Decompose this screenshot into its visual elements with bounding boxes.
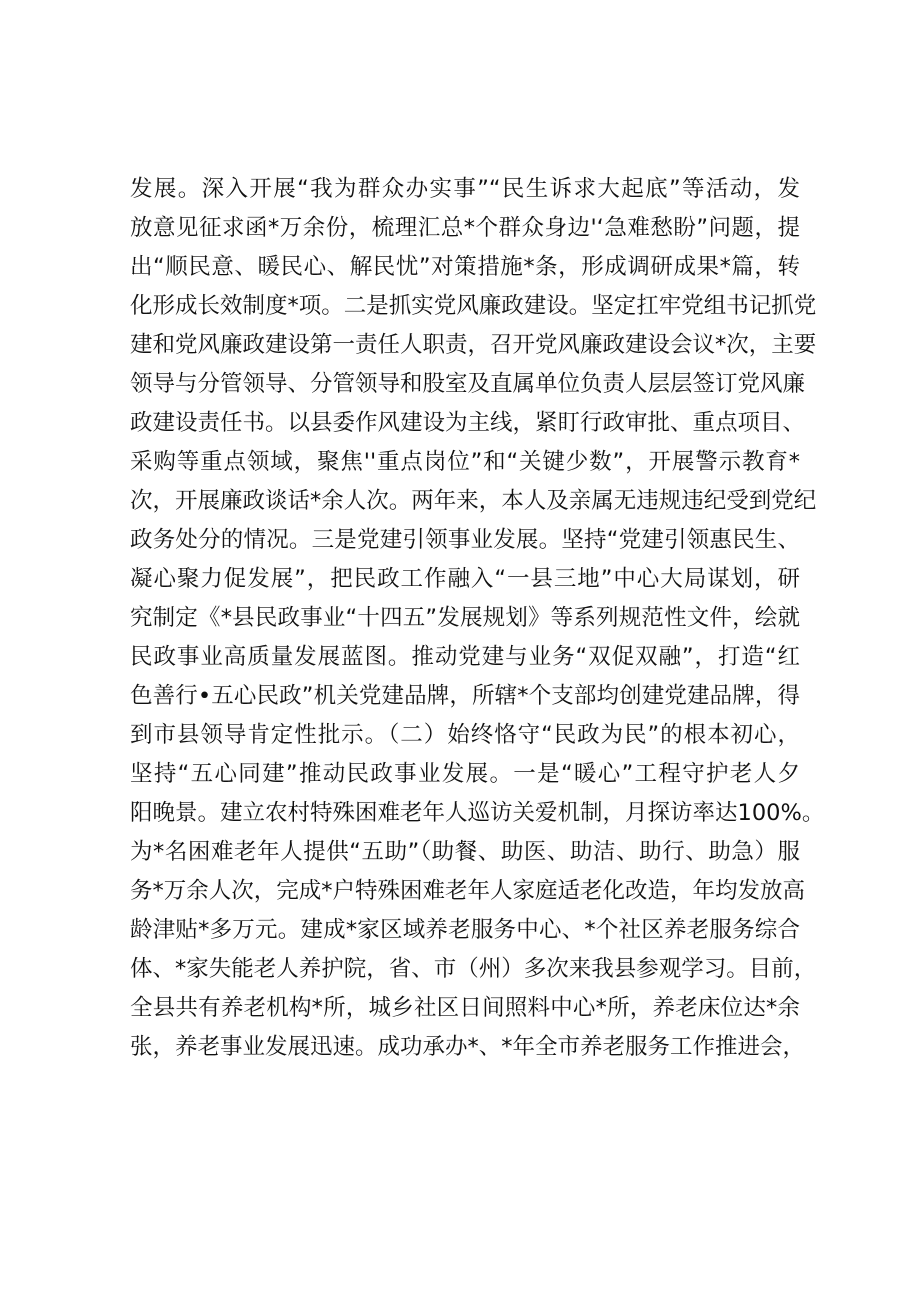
- text-line: 放意见征求函*万余份，梳理汇总*个群众身边'‘急难愁盼”问题，提: [130, 215, 800, 241]
- text-line: 化形成长效制度*项。二是抓实党风廉政建设。坚定扛牢党组书记抓党: [130, 293, 817, 319]
- text-line: 到市县领导肯定性批示。（二）始终恪守“民政为民”的根本初心，: [130, 722, 800, 748]
- text-line: 采购等重点领域，聚焦''重点岗位”和“关键少数”，开展警示教育*: [130, 449, 800, 475]
- text-line: 阳晚景。建立农村特殊困难老年人巡访关爱机制，月探访率达100%。: [130, 800, 825, 826]
- text-line: 全县共有养老机构*所，城乡社区日间照料中心*所，养老床位达*余: [130, 995, 800, 1021]
- text-line: 务*万余人次，完成*户特殊困难老年人家庭适老化改造，年均发放高: [130, 878, 806, 904]
- text-line: 领导与分管领导、分管领导和股室及直属单位负责人层层签订党风廉: [130, 371, 806, 397]
- text-line: 张，养老事业发展迅速。成功承办*、*年全市养老服务工作推进会，: [130, 1034, 806, 1060]
- text-line: 政务处分的情况。三是党建引领事业发展。坚持“党建引领惠民生、: [130, 527, 800, 553]
- text-line: 建和党风廉政建设第一责任人职责，召开党风廉政建设会议*次，主要: [130, 332, 817, 358]
- body-paragraph: [130, 170, 825, 1067]
- text-line: 出“顺民意、暖民心、解民忧”对策措施*条，形成调研成果*篇，转: [130, 254, 800, 280]
- text-line: 体、*家失能老人养护院，省、市（州）多次来我县参观学习。目前，: [130, 956, 817, 982]
- text-line: 政建设责任书。以县委作风建设为主线，紧盯行政审批、重点项目、: [130, 410, 806, 436]
- text-line: 究制定《*县民政事业“十四五”发展规划》等系列规范性文件，绘就: [130, 605, 800, 631]
- text-line: 坚持“五心同建”推动民政事业发展。一是“暖心”工程守护老人夕: [130, 761, 800, 787]
- text-line: 凝心聚力促发展”，把民政工作融入“一县三地”中心大局谋划，研: [130, 566, 800, 592]
- text-line: 发展。深入开展“我为群众办实事”“民生诉求大起底”等活动，发: [130, 176, 800, 202]
- text-line: 色善行•五心民政”机关党建品牌，所辖*个支部均创建党建品牌，得: [130, 683, 800, 709]
- text-line: 为*名困难老年人提供“五助”（助餐、助医、助洁、助行、助急）服: [130, 839, 800, 865]
- text-line: 民政事业高质量发展蓝图。推动党建与业务“双促双融”，打造“红: [130, 644, 800, 670]
- text-line: 龄津贴*多万元。建成*家区域养老服务中心、*个社区养老服务综合: [130, 917, 800, 943]
- text-line: 次，开展廉政谈话*余人次。两年来，本人及亲属无违规违纪受到党纪: [130, 488, 817, 514]
